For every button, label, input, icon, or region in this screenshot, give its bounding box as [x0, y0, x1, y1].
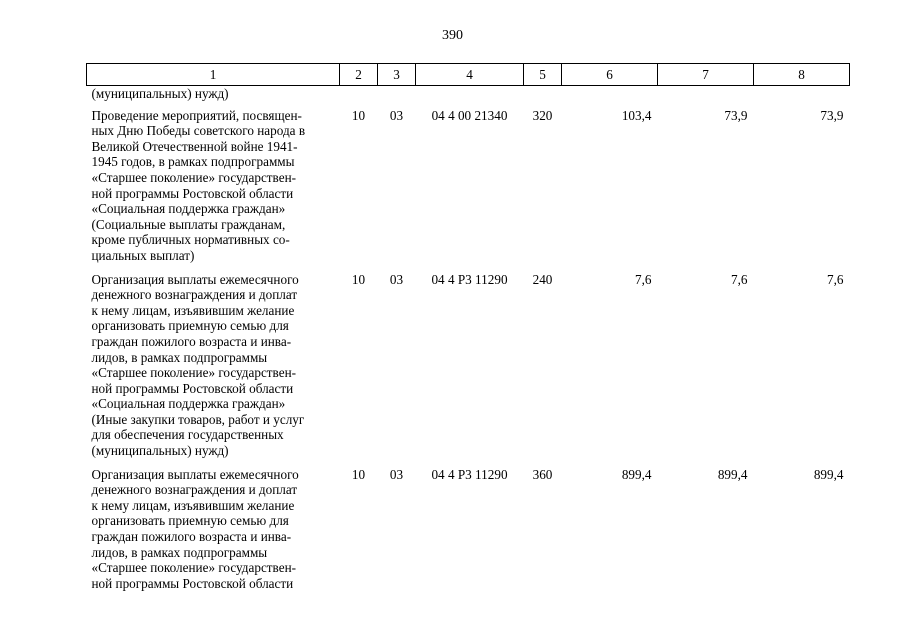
description-line: организовать приемную семью для [91, 318, 289, 334]
row-description [87, 266, 340, 461]
page-number: 390 [442, 28, 463, 43]
column-header: 8 [754, 64, 850, 86]
target-article-code: 04 4 00 21340 [431, 107, 508, 123]
description-line: организовать приемную семью для [91, 513, 289, 529]
description-line: ной программы Ростовской области [91, 380, 294, 396]
description-line: «Старшее поколение» государствен- [91, 560, 297, 576]
column-header: 3 [378, 64, 416, 86]
amount-column-7: 7,6 [731, 271, 748, 287]
table-header-row [87, 64, 850, 86]
row-description [87, 102, 340, 266]
description-line: «Старшее поколение» государствен- [91, 365, 297, 381]
description-line: (Иные закупки товаров, работ и услуг [91, 411, 305, 427]
description-line: к нему лицам, изъявившим желание [91, 302, 295, 318]
section-code: 10 [351, 466, 366, 482]
description-line: Проведение мероприятий, посвящен- [91, 107, 302, 123]
description-line: Организация выплаты ежемесячного [91, 466, 299, 482]
description-line: к нему лицам, изъявившим желание [91, 497, 295, 513]
column-header: 5 [524, 64, 562, 86]
continuation-text [87, 86, 340, 102]
description-line: граждан пожилого возраста и инва- [91, 333, 292, 349]
description-line: денежного вознаграждения и доплат [91, 482, 298, 498]
subsection-code: 03 [389, 271, 404, 287]
amount-column-8: 7,6 [827, 271, 844, 287]
table-row [87, 102, 850, 266]
description-line: ных Дню Победы советского народа в [91, 123, 306, 139]
description-line: граждан пожилого возраста и инва- [91, 529, 292, 545]
section-code: 10 [351, 271, 366, 287]
subsection-code: 03 [389, 107, 404, 123]
description-line: Организация выплаты ежемесячного [91, 271, 299, 287]
column-header: 4 [416, 64, 524, 86]
description-line: «Старшее поколение» государствен- [91, 169, 297, 185]
description-line: «Социальная поддержка граждан» [91, 201, 286, 217]
description-line: циальных выплат) [91, 247, 195, 263]
target-article-code: 04 4 Р3 11290 [431, 271, 508, 287]
column-header: 1 [87, 64, 340, 86]
amount-column-7: 73,9 [724, 107, 748, 123]
table-row [87, 461, 850, 594]
column-header: 6 [562, 64, 658, 86]
amount-column-6: 103,4 [621, 107, 652, 123]
description-line: «Социальная поддержка граждан» [91, 396, 286, 412]
description-line: Великой Отечественной войне 1941- [91, 138, 298, 154]
description-line: ной программы Ростовской области [91, 185, 294, 201]
expense-type-code: 240 [532, 271, 553, 287]
expense-type-code: 320 [532, 107, 553, 123]
row-description [87, 461, 340, 594]
description-line: (муниципальных) нужд) [91, 443, 229, 459]
section-code: 10 [351, 107, 366, 123]
amount-column-8: 73,9 [820, 107, 844, 123]
column-header: 2 [340, 64, 378, 86]
expense-type-code: 360 [532, 466, 553, 482]
description-line: лидов, в рамках подпрограммы [91, 349, 268, 365]
description-line: (муниципальных) нужд) [91, 86, 229, 101]
amount-column-6: 7,6 [635, 271, 652, 287]
description-line: денежного вознаграждения и доплат [91, 287, 298, 303]
amount-column-7: 899,4 [717, 466, 748, 482]
description-line: для обеспечения государственных [91, 427, 284, 443]
subsection-code: 03 [389, 466, 404, 482]
column-header: 7 [658, 64, 754, 86]
description-line: ной программы Ростовской области [91, 575, 294, 591]
budget-table [86, 63, 850, 593]
amount-column-6: 899,4 [621, 466, 652, 482]
amount-column-8: 899,4 [813, 466, 844, 482]
table-row [87, 266, 850, 461]
description-line: (Социальные выплаты гражданам, [91, 216, 286, 232]
description-line: лидов, в рамках подпрограммы [91, 544, 268, 560]
description-line: кроме публичных нормативных со- [91, 232, 290, 248]
continuation-row [87, 86, 850, 102]
description-line: 1945 годов, в рамках подпрограммы [91, 154, 295, 170]
target-article-code: 04 4 Р3 11290 [431, 466, 508, 482]
